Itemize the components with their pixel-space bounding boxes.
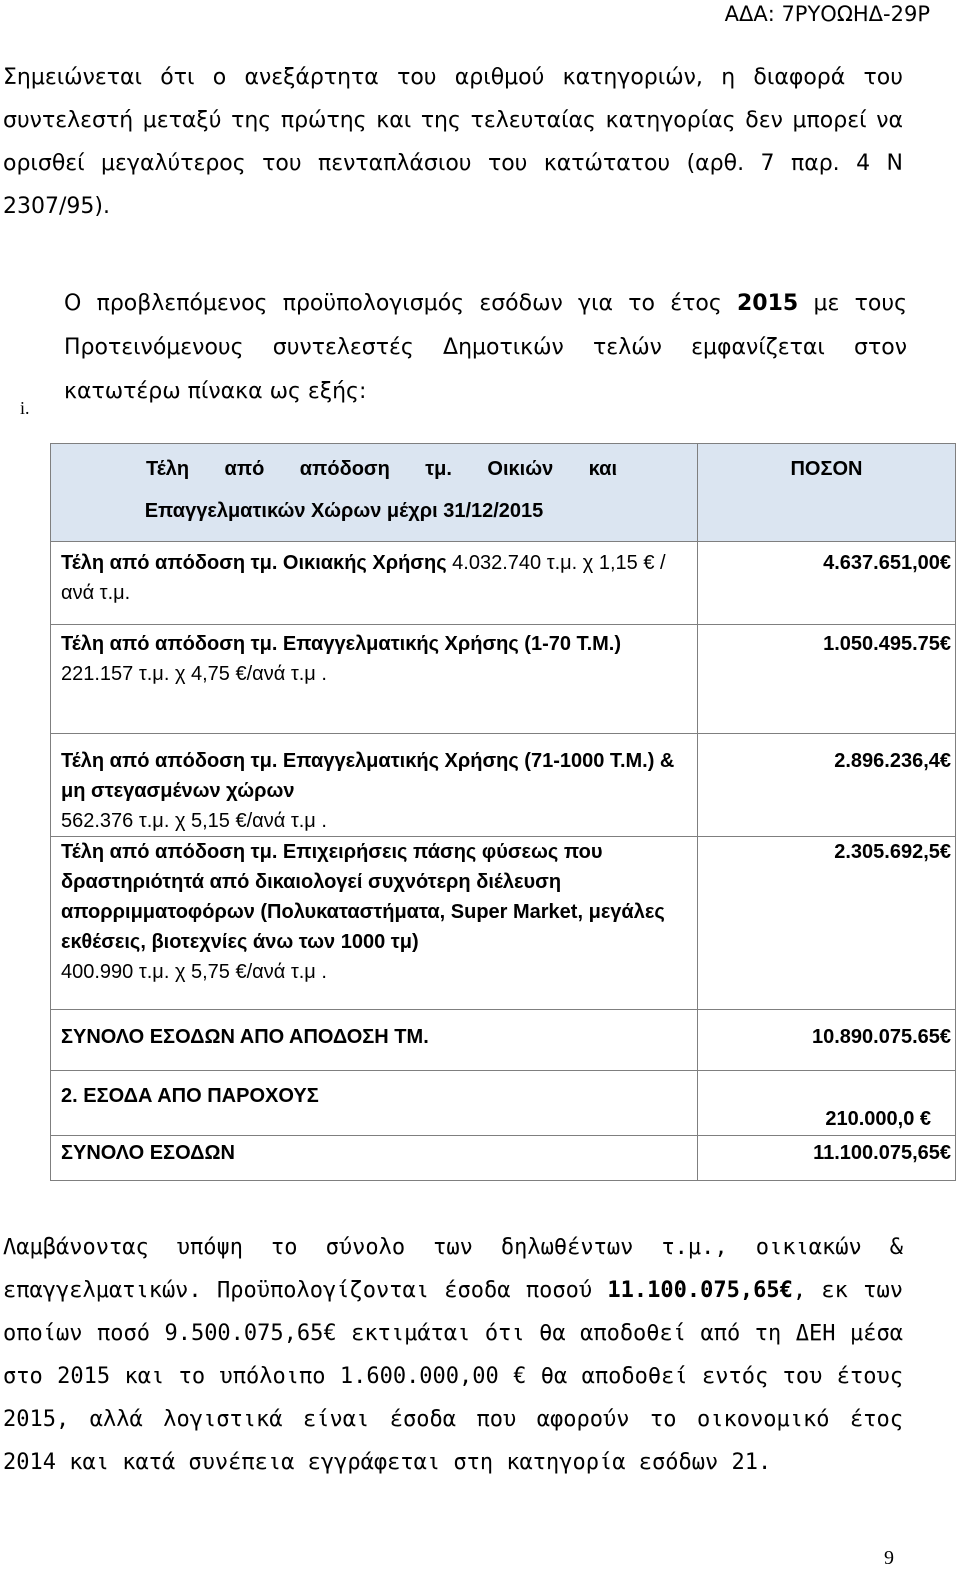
table-row xyxy=(51,837,956,1010)
row-amount: 1.050.495.75€ xyxy=(698,625,956,734)
header-desc-line2: Επαγγελματικών Χώρων μέχρι 31/12/2015 xyxy=(144,500,544,522)
intro-paragraph xyxy=(3,56,903,228)
item-paragraph xyxy=(64,282,907,414)
item-year: 2015 xyxy=(737,291,799,316)
subtotal-row xyxy=(51,1010,956,1071)
header-description xyxy=(51,444,698,542)
row-detail: 400.990 τ.μ. χ 5,75 €/ανά τ.μ . xyxy=(61,961,327,983)
item-text-after: με τους Προτεινόμενους συντελεστές Δημοτικών τελών εμφανίζεται στον κατωτέρω πίνακα ως εξής: xyxy=(64,291,907,404)
row-detail: 4.032.740 τ.μ. χ 1,15 € / ανά τ.μ. xyxy=(61,552,666,604)
row-title: Τέλη από απόδοση τμ. Επιχειρήσεις πάσης φύσεως που δραστηριότητά από δικαιολογεί συχνότερη διέλευση απορριμματοφόρων (Πολυκαταστήματα, Super Market, μεγάλες εκθέσεις, βιοτεχνίες άνω των 1000 τμ) xyxy=(61,841,665,953)
row-title: Τέλη από απόδοση τμ. Οικιακής Χρήσης xyxy=(61,552,447,574)
row-amount: 2.896.236,4€ xyxy=(698,734,956,837)
header-desc-line1: Τέλη από απόδοση τμ. Οικιών και xyxy=(146,458,617,480)
subtotal-label: ΣΥΝΟΛΟ ΕΣΟΔΩΝ ΑΠΟ ΑΠΟΔΟΣΗ ΤΜ. xyxy=(51,1010,698,1071)
row-description xyxy=(51,625,698,734)
page-number: 9 xyxy=(884,1547,894,1569)
row-description xyxy=(51,734,698,837)
providers-amount: 210.000,0 € xyxy=(698,1071,956,1136)
outro-paragraph xyxy=(3,1226,903,1484)
ada-code: ΑΔΑ: 7ΡΥΟΩΗΔ-29Ρ xyxy=(724,2,930,26)
table-header-row xyxy=(51,444,956,542)
total-row xyxy=(51,1136,956,1181)
row-title: Τέλη από απόδοση τμ. Επαγγελματικής Χρήσης (71-1000 Τ.Μ.) & μη στεγασμένων χώρων xyxy=(61,750,675,802)
table-row xyxy=(51,625,956,734)
subtotal-amount: 10.890.075.65€ xyxy=(698,1010,956,1071)
row-title: Τέλη από απόδοση τμ. Επαγγελματικής Χρήσης (1-70 Τ.Μ.) xyxy=(61,633,622,655)
providers-row xyxy=(51,1071,956,1136)
outro-amount: 11.100.075,65€ xyxy=(607,1278,793,1303)
outro-text-after: , εκ των οποίων ποσό 9.500.075,65€ εκτιμάται ότι θα αποδοθεί από τη ΔΕΗ μέσα στο 2015 και το υπόλοιπο 1.600.000,00 € θα αποδοθεί εντός του έτους 2015, αλλά λογιστικά είναι έσοδα που αφορούν το οικονομικό έτος 2014 και κατά συνέπεια εγγράφεται στη κατηγορία εσόδων 21. xyxy=(3,1278,903,1475)
row-detail: 221.157 τ.μ. χ 4,75 €/ανά τ.μ . xyxy=(61,663,327,685)
row-amount: 4.637.651,00€ xyxy=(698,542,956,625)
intro-text: Σημειώνεται ότι ο ανεξάρτητα του αριθμού κατηγοριών, η διαφορά του συντελεστή μεταξύ της πρώτης και της τελευταίας κατηγορίας δεν μπορεί να ορισθεί μεγαλύτερος του πενταπλάσιου του κατώτατου (αρθ. 7 παρ. 4 Ν 2307/95). xyxy=(3,65,903,219)
row-description xyxy=(51,837,698,1010)
list-marker: i. xyxy=(20,398,30,418)
total-amount: 11.100.075,65€ xyxy=(698,1136,956,1181)
header-amount: ΠΟΣΟΝ xyxy=(698,444,956,542)
outro-text xyxy=(3,1226,903,1484)
providers-label: 2. ΕΣΟΔΑ ΑΠΟ ΠΑΡΟΧΟΥΣ xyxy=(51,1071,698,1136)
item-text xyxy=(64,282,907,414)
table-row xyxy=(51,734,956,837)
row-detail: 562.376 τ.μ. χ 5,15 €/ανά τ.μ . xyxy=(61,810,327,832)
outro-text-before: Λαμβάνοντας υπόψη το σύνολο των δηλωθέντων τ.μ., οικιακών & επαγγελματικών. Προϋπολογίζονται έσοδα ποσού xyxy=(3,1235,903,1303)
table-row xyxy=(51,542,956,625)
row-amount: 2.305.692,5€ xyxy=(698,837,956,1010)
item-text-before: Ο προβλεπόμενος προϋπολογισμός εσόδων για το έτος xyxy=(64,291,737,316)
row-description xyxy=(51,542,698,625)
revenue-table xyxy=(50,443,956,1181)
total-label: ΣΥΝΟΛΟ ΕΣΟΔΩΝ xyxy=(51,1136,698,1181)
